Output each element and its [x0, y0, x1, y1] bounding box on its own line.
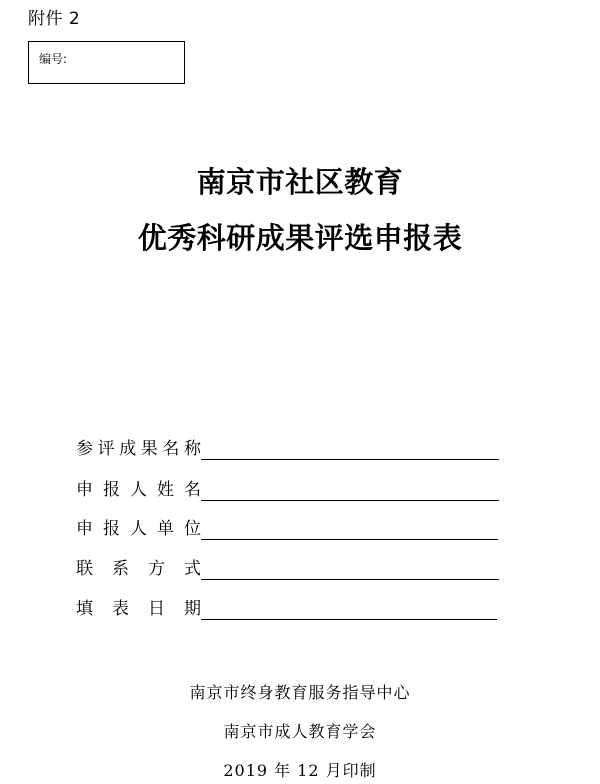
document-title-line-2: 优秀科研成果评选申报表	[137, 221, 463, 255]
label-char: 报	[103, 519, 120, 539]
field-label-contact	[76, 558, 201, 580]
label-char: 期	[184, 599, 201, 619]
document-title-line-1: 南京市社区教育	[196, 165, 404, 199]
field-line-applicant-unit[interactable]	[201, 539, 498, 540]
field-line-achievement-name[interactable]	[201, 459, 499, 460]
field-label-applicant-unit	[76, 518, 201, 540]
label-char: 名	[184, 480, 201, 500]
field-label-fill-date	[76, 598, 201, 620]
label-char: 方	[148, 559, 165, 579]
label-char: 申	[76, 519, 93, 539]
field-row-contact	[76, 558, 516, 584]
label-char: 人	[130, 519, 147, 539]
label-char: 参	[76, 439, 93, 459]
field-row-fill-date	[76, 598, 516, 624]
label-char: 单	[157, 519, 174, 539]
label-char: 填	[76, 599, 93, 619]
label-char: 日	[148, 599, 165, 619]
label-char: 称	[183, 439, 201, 459]
field-line-fill-date[interactable]	[201, 619, 497, 620]
label-char: 位	[184, 519, 201, 539]
footer-organizer-1: 南京市终身教育服务指导中心	[189, 683, 411, 702]
field-row-achievement-name	[76, 438, 516, 464]
serial-number-label: 编号:	[39, 52, 68, 66]
label-char: 评	[97, 439, 115, 459]
label-char: 名	[162, 439, 180, 459]
field-row-applicant-unit	[76, 518, 516, 544]
label-char: 联	[76, 559, 93, 579]
field-label-applicant-name	[76, 479, 201, 501]
label-char: 表	[112, 599, 129, 619]
field-label-achievement-name	[76, 438, 201, 460]
label-char: 式	[184, 559, 201, 579]
label-char: 人	[130, 480, 147, 500]
footer-print-date: 2019 年 12 月印制	[223, 761, 377, 780]
footer-organizer-2: 南京市成人教育学会	[223, 722, 377, 741]
attachment-label: 附件 2	[28, 9, 81, 29]
label-char: 报	[103, 480, 120, 500]
label-char: 申	[76, 480, 93, 500]
label-char: 姓	[157, 480, 174, 500]
field-line-contact[interactable]	[201, 579, 499, 580]
field-row-applicant-name	[76, 479, 516, 505]
label-char: 果	[140, 439, 158, 459]
serial-number-box[interactable]	[28, 41, 185, 84]
field-line-applicant-name[interactable]	[201, 500, 499, 501]
label-char: 系	[112, 559, 129, 579]
label-char: 成	[119, 439, 137, 459]
